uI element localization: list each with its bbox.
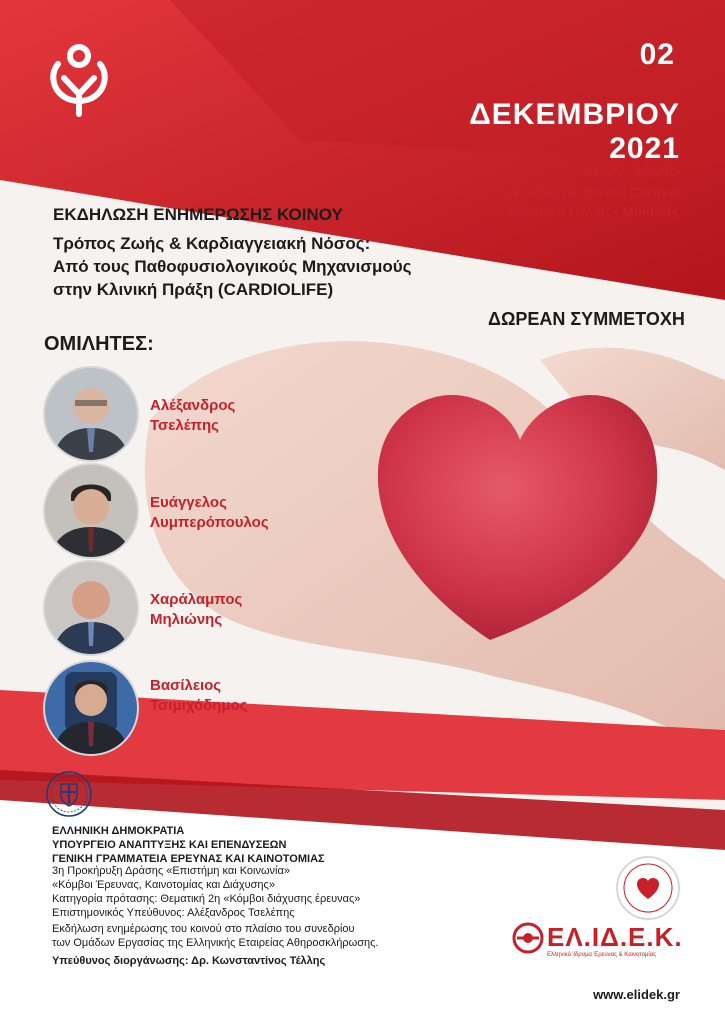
note-line: των Ομάδων Εργασίας της Ελληνικής Εταιρείας Αθηροσκλήρωσης.	[52, 937, 379, 949]
speakers-heading: ΟΜΙΛΗΤΕΣ:	[44, 333, 154, 355]
event-title-line: στην Κλινική Πράξη (CARDIOLIFE)	[53, 280, 334, 299]
speaker-first-name: Αλέξανδρος	[150, 397, 236, 414]
ministry-line: ΓΕΝΙΚΗ ΓΡΑΜΜΑΤΕΙΑ ΕΡΕΥΝΑΣ ΚΑΙ ΚΑΙΝΟΤΟΜΙΑΣ	[52, 853, 325, 865]
hellenic-emblem-icon	[45, 770, 93, 818]
speaker-first-name: Χαράλαμπος	[150, 591, 243, 608]
ministry-line: ΥΠΟΥΡΓΕΙΟ ΑΝΑΠΤΥΞΗΣ ΚΑΙ ΕΠΕΝΔΥΣΕΩΝ	[52, 839, 287, 851]
ministry-block	[52, 824, 502, 866]
event-month-year: ΔΕΚΕΜΒΡΙΟΥ 2021	[469, 98, 680, 165]
venue-room: Αίθουσα Πέλλα - Μυκήνες	[508, 203, 680, 219]
event-time: 14.00-15.45	[578, 160, 680, 181]
event-venue	[400, 183, 680, 221]
speaker-avatar	[43, 560, 139, 656]
event-day: 02	[639, 38, 675, 71]
speaker-first-name: Βασίλειος	[150, 677, 222, 694]
program-line: 3η Προκήρυξη Δράσης «Επιστήμη και Κοινωνία»	[52, 865, 290, 877]
speaker-last-name: Τσελέπης	[150, 417, 219, 434]
society-seal-icon	[615, 855, 681, 921]
organizer: Υπεύθυνος διοργάνωσης: Δρ. Κωνσταντίνος Τέλλης	[52, 955, 326, 967]
speaker-avatar	[43, 463, 139, 559]
program-line: «Κόμβοι Έρευνας, Καινοτομίας και Διάχυσης»	[52, 879, 275, 891]
elidek-name: ΕΛ.ΙΔ.Ε.Κ.	[547, 922, 683, 952]
event-title-line: Τρόπος Ζωής & Καρδιαγγειακή Νόσος:	[53, 234, 371, 253]
speaker-avatar	[43, 366, 139, 462]
speaker-first-name: Ευάγγελος	[150, 494, 227, 511]
event-title	[53, 232, 473, 301]
program-block	[52, 864, 502, 920]
speaker-name	[150, 396, 350, 436]
program-line: Επιστημονικός Υπεύθυνος: Αλέξανδρος Τσελέπης	[52, 907, 295, 919]
program-line: Κατηγορία πρότασης: Θεματική 2η «Κόμβοι διάχυσης έρευνας»	[52, 893, 361, 905]
speaker-name	[150, 676, 350, 716]
ministry-line: ΕΛΛΗΝΙΚΗ ΔΗΜΟΚΡΑΤΙΑ	[52, 825, 185, 837]
speaker-name	[150, 493, 350, 533]
event-note	[52, 922, 472, 950]
elidek-full-name: Ελληνικό Ίδρυμα Έρευνας & Καινοτομίας	[547, 952, 657, 958]
speaker-avatar	[43, 660, 139, 756]
speaker-last-name: Μηλιώνης	[150, 611, 223, 628]
speaker-card	[43, 366, 443, 462]
speaker-last-name: Τσιμιχόδημος	[150, 697, 248, 714]
venue-hotel: Ξενοδοχείο Divani Caravel	[503, 184, 680, 200]
speaker-card	[43, 560, 443, 656]
event-kind: ΕΚΔΗΛΩΣΗ ΕΝΗΜΕΡΩΣΗΣ ΚΟΙΝΟΥ	[53, 205, 343, 224]
elidek-logo-icon	[512, 922, 544, 954]
free-participation: ΔΩΡΕΑΝ ΣΥΜΜΕΤΟΧΗ	[488, 309, 685, 329]
website-link[interactable]: www.elidek.gr	[593, 987, 680, 1002]
speaker-card	[43, 463, 443, 559]
speaker-name	[150, 590, 350, 630]
brand-logo-icon	[48, 42, 110, 117]
note-line: Εκδήλωση ενημέρωσης του κοινού στο πλαίσιο του συνεδρίου	[52, 923, 355, 935]
event-title-line: Από τους Παθοφυσιολογικούς Μηχανισμούς	[53, 257, 412, 276]
speaker-card	[43, 660, 443, 756]
speaker-last-name: Λυμπερόπουλος	[150, 514, 269, 531]
